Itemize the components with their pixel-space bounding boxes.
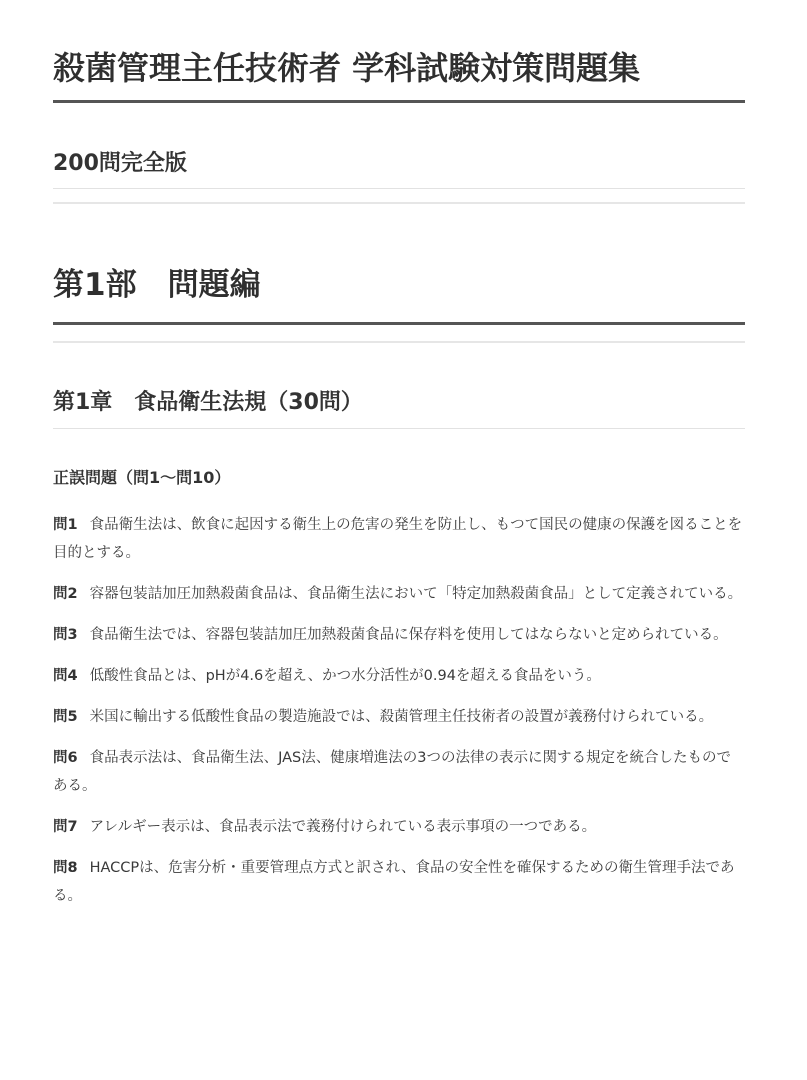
question-number: 問7 bbox=[53, 819, 78, 835]
question-text: 低酸性食品とは、pHが4.6を超え、かつ水分活性が0.94を超える食品をいう。 bbox=[89, 668, 601, 684]
question-item bbox=[53, 662, 745, 690]
chapter-title: 第1章 食品衛生法規（30問） bbox=[53, 390, 363, 415]
question-item bbox=[53, 744, 745, 800]
question-text: 食品表示法は、食品衛生法、JAS法、健康増進法の3つの法律の表示に関する規定を統合したものである。 bbox=[53, 750, 731, 794]
question-item bbox=[53, 854, 745, 910]
question-number: 問2 bbox=[53, 586, 78, 602]
question-text: 食品衛生法では、容器包装詰加圧加熱殺菌食品に保存料を使用してはならないと定められている。 bbox=[89, 627, 728, 643]
question-text: 米国に輸出する低酸性食品の製造施設では、殺菌管理主任技術者の設置が義務付けられている。 bbox=[89, 709, 714, 725]
section-title: 正誤問題（問1〜問10） bbox=[53, 468, 231, 487]
question-text: 容器包装詰加圧加熱殺菌食品は、食品衛生法において「特定加熱殺菌食品」として定義されている。 bbox=[89, 586, 743, 602]
chapter-divider bbox=[53, 428, 745, 429]
question-number: 問6 bbox=[53, 750, 78, 766]
question-text: 食品衛生法は、飲食に起因する衛生上の危害の発生を防止し、もつて国民の健康の保護を図ることを目的とする。 bbox=[53, 517, 743, 561]
question-number: 問1 bbox=[53, 517, 78, 533]
subtitle-divider-lower bbox=[53, 202, 745, 204]
question-number: 問4 bbox=[53, 668, 78, 684]
title-divider bbox=[53, 100, 745, 103]
question-item bbox=[53, 813, 745, 841]
book-title: 殺菌管理主任技術者 学科試験対策問題集 bbox=[53, 49, 641, 87]
question-number: 問3 bbox=[53, 627, 78, 643]
question-list bbox=[53, 511, 745, 923]
part-divider bbox=[53, 322, 745, 325]
part-title: 第1部 問題編 bbox=[53, 267, 261, 303]
question-item bbox=[53, 511, 745, 567]
question-item bbox=[53, 621, 745, 649]
subtitle-divider-upper bbox=[53, 188, 745, 189]
question-number: 問5 bbox=[53, 709, 78, 725]
part-divider-secondary bbox=[53, 341, 745, 343]
question-number: 問8 bbox=[53, 860, 78, 876]
book-subtitle: 200問完全版 bbox=[53, 151, 187, 176]
question-item bbox=[53, 703, 745, 731]
question-item bbox=[53, 580, 745, 608]
question-text: アレルギー表示は、食品表示法で義務付けられている表示事項の一つである。 bbox=[89, 819, 597, 835]
question-text: HACCPは、危害分析・重要管理点方式と訳され、食品の安全性を確保するための衛生管理手法である。 bbox=[53, 860, 735, 904]
